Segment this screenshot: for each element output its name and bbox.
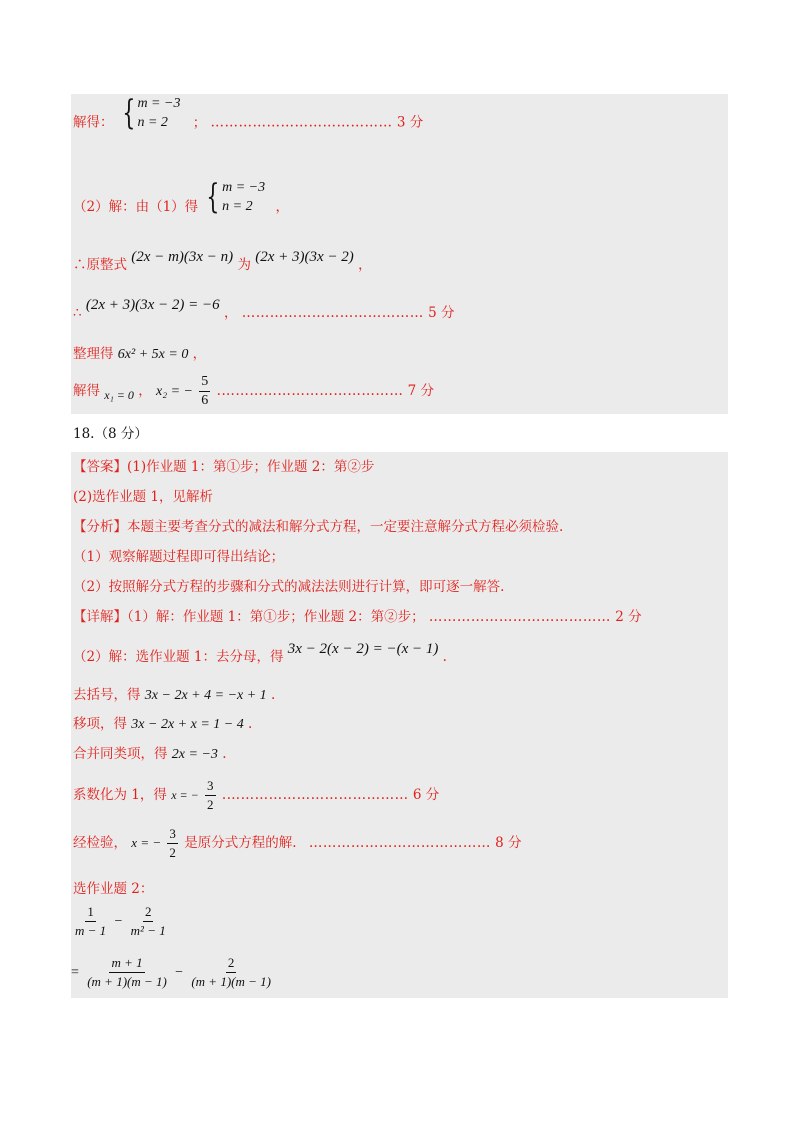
root-x2: x₂ = − — [156, 384, 193, 399]
numerator: 3 — [167, 826, 178, 844]
text: . — [442, 649, 447, 665]
expression: (2x + 3)(3x − 2) — [255, 249, 354, 265]
q17-line-3 — [73, 248, 372, 273]
answer-line — [73, 458, 374, 476]
text: ， — [275, 198, 289, 215]
expression: 6x² + 5x = 0 — [117, 347, 189, 362]
fraction — [205, 778, 216, 813]
detail-text: （1）解：作业题 1：第①步；作业题 2：第②步； — [127, 609, 425, 625]
text: 整理得 — [73, 346, 114, 362]
text: ， — [358, 257, 372, 273]
score: 2 分 — [615, 609, 642, 625]
analysis-text: 本题主要考查分式的减法和解分式方程，一定要注意解分式方程必须检验. — [127, 519, 564, 535]
score: 8 分 — [495, 835, 522, 851]
brace: { — [122, 93, 136, 133]
text: . — [248, 716, 253, 732]
text: ∴ — [73, 305, 82, 321]
text: ， — [223, 305, 238, 321]
numerator: 5 — [199, 374, 210, 392]
denominator: m² − 1 — [130, 923, 166, 938]
text: ， — [192, 346, 207, 362]
score: 6 分 — [412, 787, 440, 803]
text: （2）解：由（1）得 — [73, 198, 199, 215]
fraction — [85, 955, 169, 990]
text: ， — [138, 383, 152, 399]
analysis-line — [73, 518, 563, 536]
q17-line-1 — [73, 93, 424, 142]
text: 为 — [237, 257, 251, 273]
denominator: 6 — [201, 393, 209, 408]
score-dots: ………………………………… — [241, 305, 424, 321]
expression: 3x − 2x + 4 = −x + 1 — [144, 688, 267, 703]
step-6 — [73, 826, 522, 861]
fraction — [189, 955, 273, 990]
brace: { — [206, 177, 220, 217]
step-5 — [73, 778, 439, 813]
text: ； — [192, 114, 207, 131]
text: 去括号，得 — [73, 687, 141, 703]
detail-tag: 【详解】 — [73, 609, 127, 625]
analysis-tag: 【分析】 — [73, 519, 127, 535]
expression: 3x − 2x + x = 1 − 4 — [131, 717, 244, 732]
denominator: m − 1 — [75, 923, 107, 938]
q17-line-4 — [73, 296, 455, 321]
numerator: 2 — [226, 955, 237, 973]
text: 解得： — [73, 114, 114, 131]
root-x1: x₁ = 0 — [104, 388, 134, 402]
step-2 — [73, 686, 275, 705]
operator: − — [114, 914, 123, 929]
text: . — [270, 687, 276, 703]
option-2-label: 选作业题 2： — [73, 881, 154, 897]
score-dots: .………………………………… — [216, 383, 404, 399]
denominator: (m + 1)(m − 1) — [87, 974, 167, 989]
text: （2）解：选作业题 1：去分母，得 — [73, 649, 284, 665]
answer-text: (1)作业题 1：第①步；作业题 2：第②步 — [127, 459, 375, 475]
answer-tag: 【答案】 — [73, 459, 127, 475]
eq: m = −3 — [137, 96, 181, 111]
answer-line-2: (2)选作业题 1，见解析 — [73, 489, 214, 505]
expression: 3x − 2(x − 2) = −(x − 1) — [287, 641, 439, 657]
analysis-item-1: （1）观察解题过程即可得出结论； — [73, 549, 285, 565]
fraction — [199, 374, 210, 409]
text: . — [222, 746, 227, 762]
text: 系数化为 1，得 — [73, 787, 167, 803]
eq: n = 2 — [137, 115, 168, 130]
step-1 — [73, 640, 447, 665]
score: 3 分 — [396, 114, 424, 131]
step-4 — [73, 745, 227, 764]
fraction — [129, 904, 168, 939]
denominator: 2 — [207, 797, 214, 812]
score-dots: .………………………………… — [221, 787, 409, 803]
eq: n = 2 — [222, 199, 253, 214]
equals: = — [71, 965, 79, 980]
numerator: 3 — [205, 778, 216, 796]
text: 解得 — [73, 383, 100, 399]
q17-line-2 — [73, 178, 289, 216]
text: 经检验， — [73, 835, 127, 851]
question-header: 18.（8 分） — [73, 426, 148, 442]
eq: m = −3 — [222, 180, 266, 195]
denominator: 2 — [169, 845, 176, 860]
text: 合并同类项，得 — [73, 746, 168, 762]
numerator: 1 — [85, 904, 96, 922]
score-dots: ………………………………… — [210, 114, 393, 131]
fraction — [73, 904, 108, 939]
numerator: 2 — [143, 904, 154, 922]
score: 7 分 — [407, 383, 435, 399]
expression: (2x − m)(3x − n) — [131, 249, 234, 265]
equation-system-2 — [202, 178, 265, 216]
expression: x = − — [131, 835, 162, 850]
text: 是原分式方程的解. — [184, 835, 297, 851]
text: 移项，得 — [73, 716, 127, 732]
denominator: (m + 1)(m − 1) — [191, 974, 271, 989]
expression: 2x = −3 — [171, 747, 218, 762]
score-dots: ………………………………… — [428, 609, 611, 625]
detail-line — [73, 608, 642, 626]
operator: − — [175, 965, 184, 980]
score: 5 分 — [428, 305, 455, 321]
score-dots: ………………………………… — [308, 835, 491, 851]
fraction-line-1 — [71, 904, 170, 939]
equation-system-1 — [118, 94, 181, 132]
numerator: m + 1 — [109, 955, 144, 973]
q17-line-6 — [73, 374, 434, 409]
analysis-item-2: （2）按照解分式方程的步骤和分式的减法法则进行计算，即可逐一解答. — [73, 579, 505, 595]
fraction-line-2 — [71, 955, 275, 990]
step-3 — [73, 715, 252, 734]
expression: (2x + 3)(3x − 2) = −6 — [85, 297, 220, 313]
q17-line-5 — [73, 345, 206, 364]
fraction — [167, 826, 178, 861]
text: ∴原整式 — [73, 257, 127, 273]
expression: x = − — [171, 788, 199, 802]
